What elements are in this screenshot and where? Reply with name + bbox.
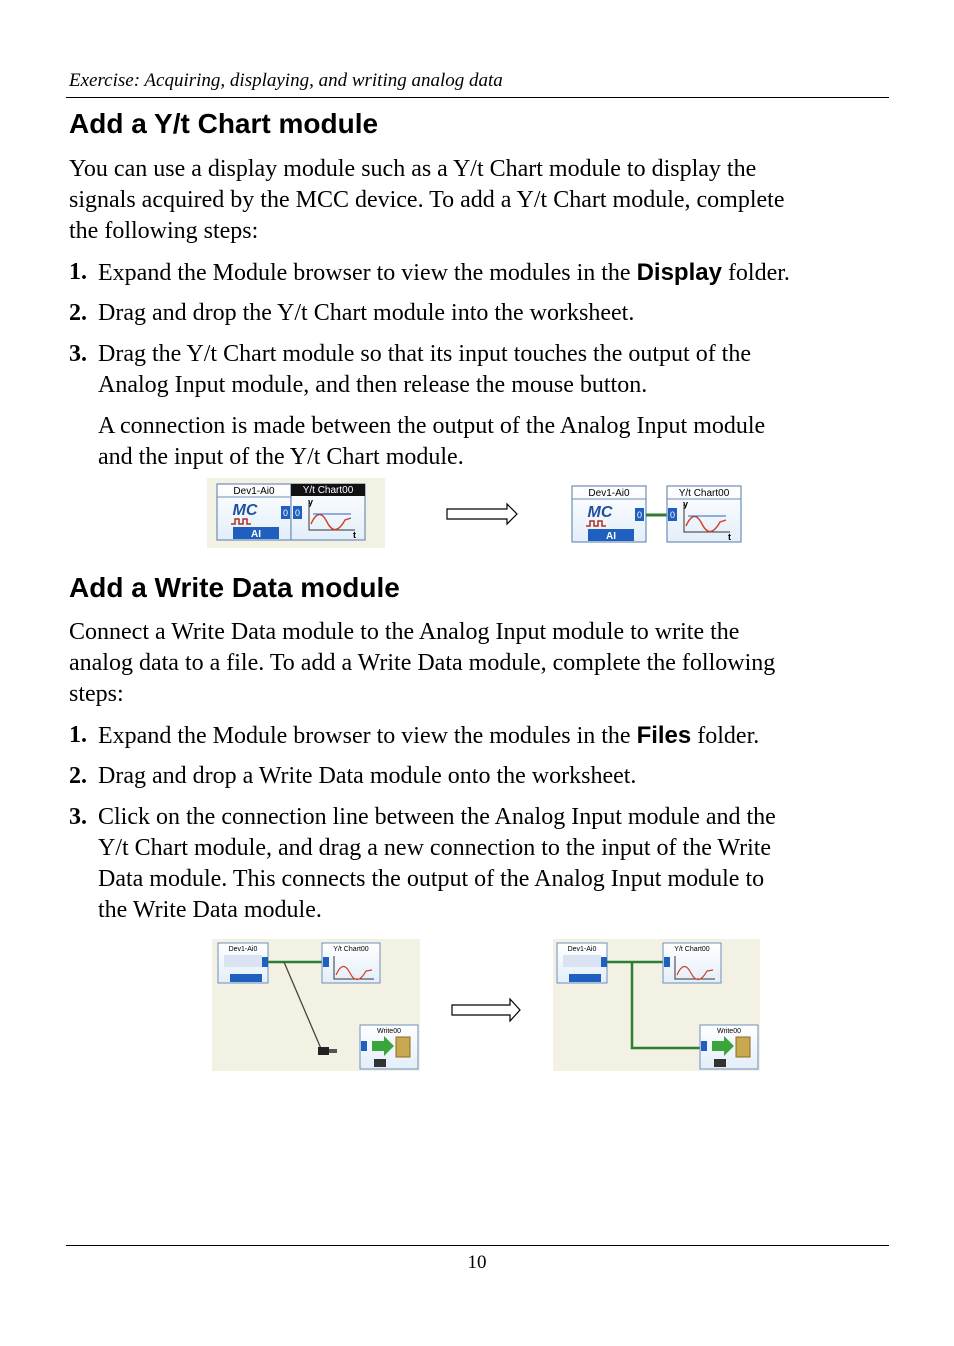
svg-text:y: y (683, 499, 689, 509)
svg-text:0: 0 (294, 508, 301, 518)
running-head: Exercise: Acquiring, displaying, and writing analog data (69, 70, 503, 91)
svg-text:0: 0 (282, 508, 289, 518)
ai-badge: AI (251, 529, 261, 540)
ai-module-small-after (557, 943, 607, 983)
transition-arrow (447, 504, 517, 524)
section-heading-yt-chart: Add a Y/t Chart module (69, 108, 379, 139)
ai-module-after (572, 486, 646, 542)
svg-text:Dev1-Ai0: Dev1-Ai0 (233, 486, 275, 497)
s2-step-2: 2. Drag and drop a Write Data module onto the worksheet. (69, 763, 637, 789)
ai-module-small-before (218, 943, 268, 983)
s1-step-3: 3. Drag the Y/t Chart module so that its input touches the output of the Analog Input module, and then release the mouse button. (69, 341, 752, 398)
svg-text:Write00: Write00 (717, 1028, 741, 1035)
section-heading-write-data: Add a Write Data module (69, 572, 400, 603)
svg-text:Y/t Chart00: Y/t Chart00 (333, 946, 369, 953)
svg-text:0: 0 (636, 510, 643, 520)
svg-text:Write00: Write00 (377, 1028, 401, 1035)
s2-step-1: 1. Expand the Module browser to view the modules in the Files folder. (69, 722, 760, 749)
chart-module-after (667, 486, 741, 542)
svg-text:Dev1-Ai0: Dev1-Ai0 (228, 946, 258, 953)
figure-connect-write-data (210, 937, 765, 1075)
transition-arrow-2 (452, 999, 520, 1021)
svg-text:Dev1-Ai0: Dev1-Ai0 (567, 946, 597, 953)
svg-text:AI: AI (606, 531, 616, 542)
svg-text:t: t (728, 532, 731, 542)
svg-text:0: 0 (669, 510, 676, 520)
mc-logo: MC (232, 502, 258, 519)
svg-text:t: t (353, 530, 356, 540)
svg-text:MC: MC (587, 504, 613, 521)
s1-step-1: 1. Expand the Module browser to view the modules in the Display folder. (69, 259, 790, 286)
svg-text:Y/t Chart00: Y/t Chart00 (678, 488, 730, 499)
chart-module-small-before (322, 943, 380, 983)
svg-text:Y/t Chart00: Y/t Chart00 (302, 485, 354, 496)
write-module-small-after (700, 1025, 758, 1069)
ai-module-before (217, 484, 291, 540)
s2-step-3: 3. Click on the connection line between the Analog Input module and the Y/t Chart module, and drag a new connection to the input of the Write Data module. This connects the output of the Analog Input module to the Write Data module. (69, 804, 776, 923)
s1-step-2: 2. Drag and drop the Y/t Chart module into the worksheet. (69, 300, 635, 326)
display-folder-name: Display (636, 259, 722, 286)
page-number: 10 (467, 1252, 487, 1273)
header-rule (66, 97, 889, 98)
svg-text:y: y (308, 497, 314, 507)
figure-connect-yt-chart (205, 478, 750, 550)
files-folder-name: Files (636, 722, 692, 749)
write-module-small-before (360, 1025, 418, 1069)
svg-text:Dev1-Ai0: Dev1-Ai0 (588, 488, 630, 499)
chart-module-small-after (663, 943, 721, 983)
svg-text:Y/t Chart00: Y/t Chart00 (674, 946, 710, 953)
chart-module-before (291, 484, 365, 540)
footer-rule (66, 1245, 889, 1246)
